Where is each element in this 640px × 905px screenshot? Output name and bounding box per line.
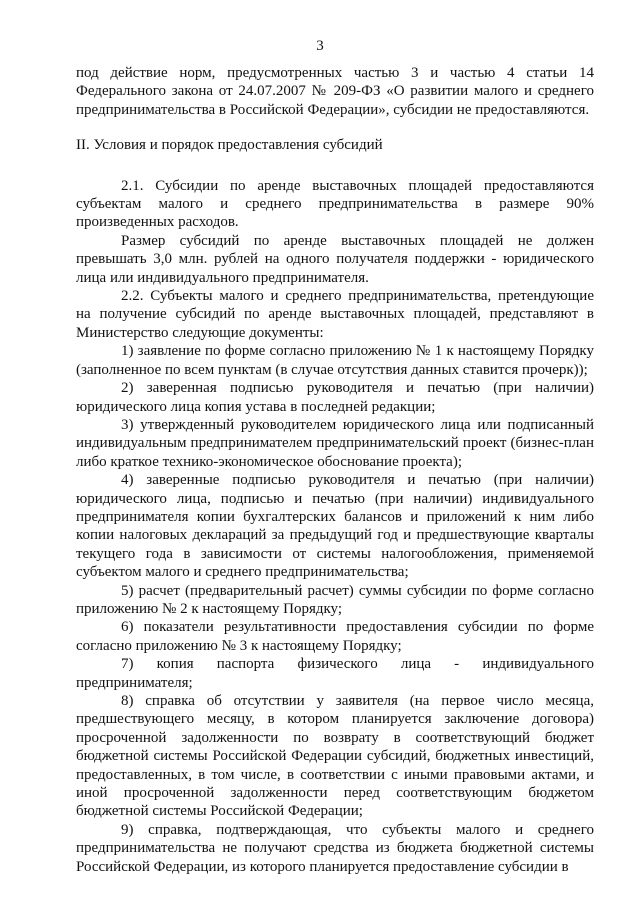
document-body <box>76 64 594 876</box>
paragraph-2-1: 2.1. Субсидии по аренде выставочных площадей предоставляются субъектам малого и среднего предпринимательства в размере 90% произведенных расходов. <box>76 177 594 231</box>
list-item-4: 4) заверенные подписью руководителя и печатью (при наличии) юридического лица, подписью и печатью (при наличии) индивидуального предпринимателя копии бухгалтерских балансов и приложений к ним либо копии налоговых деклараций за предыдущий год и предшествующие кварталы текущего года в зависимости от системы налогообложения, применяемой субъектом малого и среднего предпринимательства; <box>76 472 594 581</box>
list-item-1: 1) заявление по форме согласно приложению № 1 к настоящему Порядку (заполненное по всем пунктам (в случае отсутствия данных ставится прочерк)); <box>76 343 594 378</box>
paragraph-subsidy-limit: Размер субсидий по аренде выставочных площадей не должен превышать 3,0 млн. рублей на одного получателя поддержки - юридического лица или индивидуального предпринимателя. <box>76 232 594 286</box>
paragraph-2-2: 2.2. Субъекты малого и среднего предпринимательства, претендующие на получение субсидий по аренде выставочных площадей, представляют в Министерство следующие документы: <box>76 288 594 341</box>
list-item-7: 7) копия паспорта физического лица - индивидуального предпринимателя; <box>76 656 594 691</box>
list-item-5: 5) расчет (предварительный расчет) суммы субсидии по форме согласно приложению № 2 к настоящему Порядку; <box>76 582 594 617</box>
list-item-9: 9) справка, подтверждающая, что субъекты малого и среднего предпринимательства не получают средства из бюджета бюджетной системы Российской Федерации, из которого планируется предоставление субсидии в <box>76 821 594 875</box>
intro-paragraph: под действие норм, предусмотренных частью 3 и частью 4 статьи 14 Федерального закона от 24.07.2007 № 209-ФЗ «О развитии малого и среднего предпринимательства в Российской Федерации», субсидии не предоставляются. <box>76 65 594 118</box>
section-heading: II. Условия и порядок предоставления субсидий <box>76 137 383 154</box>
list-item-2: 2) заверенная подписью руководителя и печатью (при наличии) юридического лица копия устава в последней редакции; <box>76 380 594 415</box>
list-item-6: 6) показатели результативности предоставления субсидии по форме согласно приложению № 3 к настоящему Порядку; <box>76 619 594 654</box>
list-item-8: 8) справка об отсутствии у заявителя (на первое число месяца, предшествующего месяцу, в котором планируется заключение договора) просроченной задолженности по возврату в соответствующий бюджет бюджетной системы Российской Федерации субсидий, бюджетных инвестиций, предоставленных, в том числе, в соответствии с иными правовыми актами, и иной просроченной задолженности перед соответствующим бюджетом бюджетной системы Российской Федерации; <box>76 693 594 820</box>
page-number: 3 <box>316 38 324 54</box>
list-item-3: 3) утвержденный руководителем юридического лица или подписанный индивидуальным предпринимателем предпринимательский проект (бизнес-план либо краткое технико-экономическое обоснование проекта); <box>76 416 594 470</box>
